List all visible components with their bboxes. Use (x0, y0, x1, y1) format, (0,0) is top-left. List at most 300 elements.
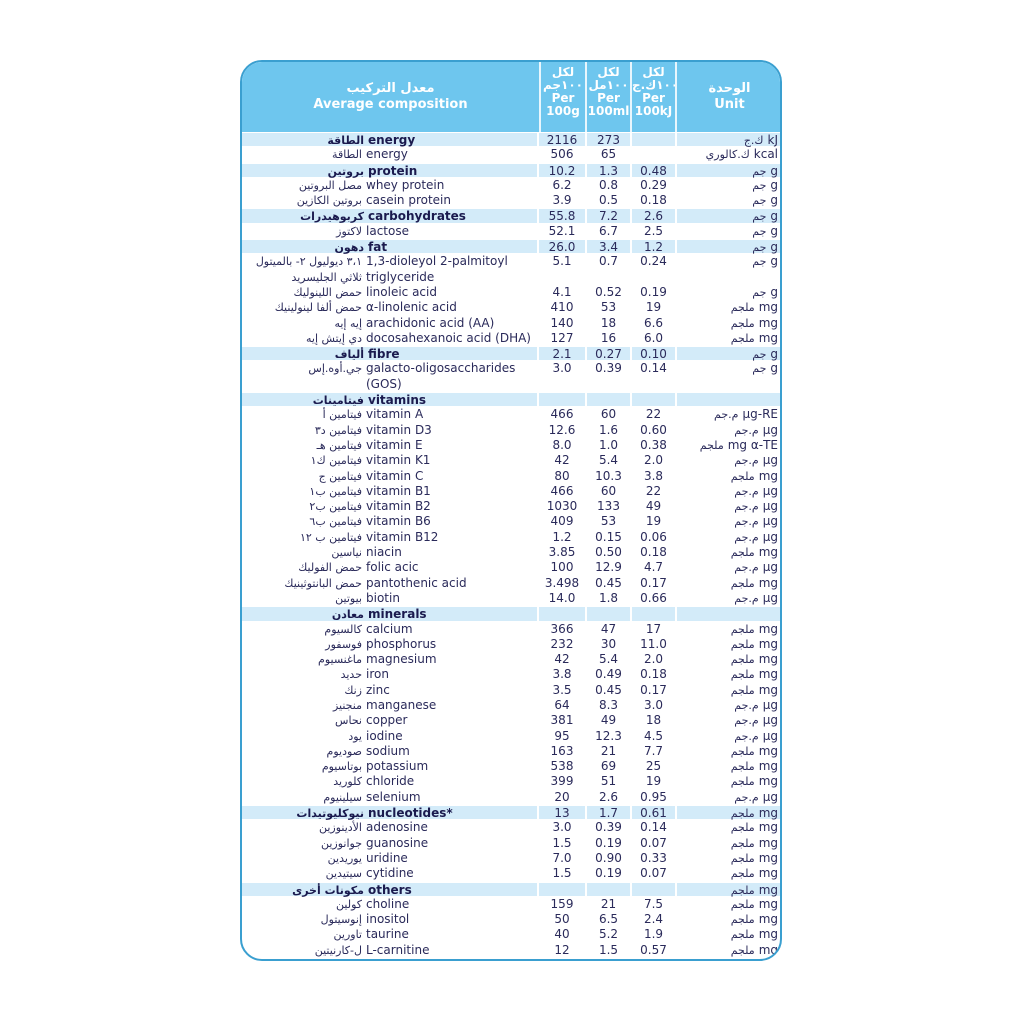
nutrient-name-en: folic acic (366, 560, 419, 575)
value-per-100ml (587, 883, 630, 896)
value-per-100ml (587, 607, 630, 620)
unit-ar: جم (752, 362, 767, 376)
unit-ar: ملجم (730, 301, 755, 315)
unit-ar: ملجم (730, 760, 755, 774)
value-per-100ml: 5.4 (598, 652, 619, 667)
unit-en: g (770, 163, 778, 178)
unit-en: μg (762, 713, 778, 728)
nutrient-name-ar: فيتامين ب٦ (309, 515, 362, 529)
table-row (242, 652, 780, 667)
unit-ar: م.جم (714, 408, 739, 422)
nutrient-name-en: vitamin C (366, 468, 424, 483)
unit-ar: م.جم (734, 484, 759, 498)
unit-ar: ملجم (730, 683, 755, 697)
value-per-100kj: 0.29 (640, 177, 667, 192)
table-row (242, 866, 780, 881)
unit-en: mg (758, 300, 778, 315)
nutrient-name-en: adenosine (366, 820, 428, 835)
nutrient-name-ar: يوريدين (327, 851, 362, 865)
value-per-100ml: 0.7 (598, 254, 619, 269)
value-per-100kj: 0.95 (640, 789, 667, 804)
value-per-100kj: 1.9 (643, 927, 664, 942)
table-row (242, 943, 780, 958)
value-per-100kj: 25 (645, 759, 662, 774)
value-per-100g: 3.498 (544, 575, 580, 590)
unit-ar: ملجم (730, 851, 755, 865)
value-per-100kj: 0.17 (640, 575, 667, 590)
nutrient-name-ar: بروتين الكازين (296, 194, 362, 208)
nutrient-name-ar: إنوسيتول (320, 913, 362, 927)
unit-en: g (770, 347, 778, 362)
value-per-100g: 366 (550, 621, 574, 636)
value-per-100ml: 0.27 (587, 347, 630, 360)
unit-ar: جم (752, 241, 767, 255)
value-per-100kj: 0.14 (640, 820, 667, 835)
value-per-100kj: 0.57 (640, 942, 667, 957)
nutrient-name-en: manganese (366, 697, 437, 712)
value-per-100g: 409 (550, 514, 574, 529)
nutrient-name-ar: حمض اللينوليك (293, 285, 362, 299)
nutrient-name-ar: يود (348, 729, 362, 743)
value-per-100ml: 273 (587, 133, 630, 146)
value-per-100ml: 49 (600, 713, 617, 728)
unit-en: mg (758, 942, 778, 957)
nutrient-name-en: energy (366, 147, 408, 162)
value-per-100kj: 0.48 (632, 164, 675, 177)
table-section-row (242, 346, 780, 361)
table-row (242, 744, 780, 759)
value-per-100ml: 5.4 (598, 453, 619, 468)
unit-cell (677, 285, 782, 300)
value-per-100kj: 7.7 (643, 743, 664, 758)
value-per-100g: 55.8 (539, 209, 585, 222)
value-per-100kj: 17 (645, 621, 662, 636)
value-per-100ml: 69 (600, 759, 617, 774)
value-per-100kj: 0.33 (640, 850, 667, 865)
unit-en: μg (762, 483, 778, 498)
unit-en: mg (758, 896, 778, 911)
unit-cell (677, 224, 782, 239)
nutrition-table (240, 60, 782, 961)
nutrient-name-en: sodium (366, 743, 410, 758)
nutrient-name-en: chloride (366, 774, 415, 789)
nutrient-name-en: biotin (366, 590, 400, 605)
unit-cell (677, 438, 782, 453)
table-row (242, 790, 780, 805)
unit-cell (677, 361, 782, 392)
unit-cell (677, 729, 782, 744)
unit-ar: ملجم (730, 622, 755, 636)
value-per-100ml: 12.3 (595, 728, 622, 743)
value-per-100g: 127 (550, 330, 574, 345)
unit-cell (677, 545, 782, 560)
table-row (242, 469, 780, 484)
table-section-row (242, 239, 780, 254)
value-per-100g: 95 (554, 728, 570, 743)
value-per-100g: 140 (550, 315, 574, 330)
unit-en: mg (758, 468, 778, 483)
unit-cell (677, 423, 782, 438)
unit-cell (677, 576, 782, 591)
nutrient-name-en: fibre (366, 347, 537, 360)
unit-ar: ملجم (730, 821, 755, 835)
unit-en: g (770, 240, 778, 255)
unit-ar: جم (752, 194, 767, 208)
table-row (242, 820, 780, 835)
value-per-100kj: 0.07 (640, 835, 667, 850)
table-row (242, 178, 780, 193)
unit-en: mg (758, 806, 778, 821)
value-per-100g: 26.0 (539, 240, 585, 253)
header-per-100ml-en: Per 100ml (587, 91, 630, 118)
value-per-100g: 7.0 (552, 850, 572, 865)
unit-ar: ملجم (730, 836, 755, 850)
unit-ar: م.جم (734, 423, 759, 437)
unit-cell (677, 836, 782, 851)
unit-en: g (770, 193, 778, 208)
unit-cell (677, 240, 782, 253)
value-per-100kj (632, 883, 675, 896)
value-per-100g: 538 (550, 759, 574, 774)
table-row (242, 713, 780, 728)
value-per-100kj: 3.0 (643, 697, 664, 712)
unit-en: μg (762, 529, 778, 544)
value-per-100kj: 6.0 (643, 330, 664, 345)
unit-ar: م.جم (734, 454, 759, 468)
value-per-100kj: 22 (645, 407, 662, 422)
unit-ar: ملجم (730, 928, 755, 942)
value-per-100kj: 11.0 (640, 636, 667, 651)
unit-cell (677, 667, 782, 682)
nutrient-name-ar: حمض ألفا لينولينيك (274, 301, 362, 315)
value-per-100ml: 0.45 (595, 575, 622, 590)
unit-cell (677, 790, 782, 805)
nutrient-name-en: guanosine (366, 835, 429, 850)
unit-ar: ملجم (730, 668, 755, 682)
table-row (242, 514, 780, 529)
nutrient-name-en: phosphorus (366, 636, 437, 651)
value-per-100ml: 7.2 (587, 209, 630, 222)
value-per-100ml: 5.2 (598, 927, 619, 942)
table-row (242, 897, 780, 912)
nutrient-name-en: minerals (366, 607, 537, 620)
value-per-100kj: 0.17 (640, 682, 667, 697)
table-row (242, 453, 780, 468)
value-per-100g: 2.1 (539, 347, 585, 360)
value-per-100kj: 4.5 (643, 728, 664, 743)
unit-en: μg-RE (742, 407, 778, 422)
nutrient-name-en: linoleic acid (366, 284, 437, 299)
table-row (242, 667, 780, 682)
unit-ar: م.جم (734, 729, 759, 743)
nutrient-name-ar: دهون (242, 240, 366, 253)
nutrient-name-en: magnesium (366, 652, 437, 667)
nutrient-name-ar: زنك (344, 683, 362, 697)
unit-ar: ك.كالوري (705, 148, 750, 162)
value-per-100kj (632, 133, 675, 146)
value-per-100g: 466 (550, 483, 574, 498)
nutrient-name-ar: جي.أوه.إس (308, 362, 362, 376)
table-section-row (242, 606, 780, 621)
value-per-100ml: 21 (600, 743, 617, 758)
header-per-100g (539, 62, 585, 132)
unit-cell (677, 713, 782, 728)
unit-cell (677, 300, 782, 315)
nutrient-name-ar: لاكتوز (336, 224, 362, 238)
value-per-100g: 3.0 (552, 361, 572, 376)
unit-cell (677, 407, 782, 422)
value-per-100g: 232 (550, 636, 574, 651)
value-per-100ml: 1.5 (598, 942, 619, 957)
value-per-100g: 3.5 (552, 682, 572, 697)
nutrient-name-en: vitamin B1 (366, 483, 431, 498)
table-row (242, 361, 780, 392)
value-per-100kj: 6.6 (643, 315, 664, 330)
value-per-100g (539, 607, 585, 620)
header-per-100ml-ar: لكل ١٠٠مل (588, 65, 629, 92)
nutrient-name-ar: نيوكليوتيدات (242, 806, 366, 819)
unit-ar: ملجم (730, 913, 755, 927)
table-row (242, 729, 780, 744)
table-row (242, 300, 780, 315)
header-per-100g-en: Per 100g (546, 91, 580, 118)
unit-cell (677, 883, 782, 896)
unit-cell (677, 759, 782, 774)
unit-cell (677, 744, 782, 759)
value-per-100ml: 60 (600, 407, 617, 422)
unit-cell (677, 560, 782, 575)
value-per-100g: 1.5 (552, 866, 572, 881)
unit-en: mg (758, 545, 778, 560)
value-per-100ml: 65 (600, 147, 617, 162)
nutrient-name-en: α-linolenic acid (366, 300, 457, 315)
nutrient-name-en: niacin (366, 545, 402, 560)
unit-ar: ملجم (730, 331, 755, 345)
nutrient-name-ar: حمض الفوليك (298, 561, 362, 575)
unit-en: μg (762, 697, 778, 712)
value-per-100ml: 1.3 (587, 164, 630, 177)
unit-ar: ملجم (730, 943, 755, 957)
unit-en: mg (758, 667, 778, 682)
value-per-100g: 1.5 (552, 835, 572, 850)
table-row (242, 759, 780, 774)
value-per-100kj: 4.7 (643, 560, 664, 575)
table-row (242, 836, 780, 851)
unit-ar: م.جم (734, 698, 759, 712)
value-per-100kj: 0.14 (640, 361, 667, 376)
table-row (242, 484, 780, 499)
value-per-100kj: 49 (645, 499, 662, 514)
table-row (242, 530, 780, 545)
unit-cell (677, 193, 782, 208)
nutrient-name-ar: فوسفور (325, 637, 362, 651)
header-per-100g-ar: لكل ١٠٠جم (542, 65, 584, 92)
value-per-100ml: 6.5 (598, 912, 619, 927)
unit-ar: جم (752, 255, 767, 269)
nutrient-name-ar: فيتامين د٣ (314, 423, 362, 437)
unit-ar: م.جم (734, 561, 759, 575)
value-per-100kj: 0.06 (640, 529, 667, 544)
unit-ar: ملجم (730, 883, 755, 897)
unit-ar: م.جم (734, 714, 759, 728)
unit-cell (677, 851, 782, 866)
table-row (242, 591, 780, 606)
nutrient-name-ar: إيه إيه (334, 316, 362, 330)
value-per-100ml: 12.9 (595, 560, 622, 575)
value-per-100g: 12.6 (548, 422, 576, 437)
value-per-100ml: 16 (600, 330, 617, 345)
unit-ar: ملجم (730, 744, 755, 758)
value-per-100g: 12 (554, 942, 570, 957)
header-composition-ar: معدل التركيب (346, 81, 435, 96)
value-per-100kj: 0.66 (640, 590, 667, 605)
unit-cell (677, 514, 782, 529)
nutrient-name-en: others (366, 883, 537, 896)
unit-cell (677, 393, 782, 406)
value-per-100g: 80 (554, 468, 570, 483)
value-per-100kj: 2.5 (643, 223, 664, 238)
nutrient-name-en: potassium (366, 759, 429, 774)
nutrient-name-en: iron (366, 667, 389, 682)
value-per-100g: 3.0 (552, 820, 572, 835)
nutrient-name-ar: جوانوزين (320, 836, 362, 850)
unit-cell (677, 347, 782, 360)
value-per-100ml: 0.90 (595, 850, 622, 865)
unit-en: mg (758, 636, 778, 651)
unit-cell (677, 637, 782, 652)
value-per-100g: 20 (554, 789, 570, 804)
unit-cell (677, 622, 782, 637)
table-row (242, 254, 780, 285)
value-per-100ml: 1.6 (598, 422, 619, 437)
unit-ar: جم (752, 164, 767, 178)
nutrient-name-en: iodine (366, 728, 403, 743)
value-per-100ml: 0.15 (595, 529, 622, 544)
unit-en: μg (762, 590, 778, 605)
nutrient-name-en: vitamin K1 (366, 453, 431, 468)
table-row (242, 622, 780, 637)
unit-cell (677, 209, 782, 222)
value-per-100ml: 47 (600, 621, 617, 636)
nutrient-name-ar: كربوهيدرات (242, 209, 366, 222)
nutrient-name-ar: فيتامين ب١ (309, 484, 362, 498)
nutrient-name-ar: الطاقة (242, 133, 366, 146)
value-per-100ml: 18 (600, 315, 617, 330)
value-per-100g: 3.8 (552, 667, 572, 682)
value-per-100g: 399 (550, 774, 574, 789)
unit-ar: م.جم (734, 500, 759, 514)
unit-en: mg (758, 912, 778, 927)
unit-en: mg (758, 835, 778, 850)
nutrient-name-ar: ل-كارنيتين (314, 943, 362, 957)
value-per-100kj (632, 147, 675, 162)
unit-ar: ملجم (699, 438, 724, 452)
nutrient-name-ar: الأدينوزين (318, 821, 362, 835)
unit-en: mg (758, 759, 778, 774)
unit-cell (677, 698, 782, 713)
nutrient-name-ar: تاورين (333, 928, 362, 942)
nutrient-name-ar: بروتين (242, 164, 366, 177)
table-header (242, 62, 780, 132)
unit-en: mg (758, 882, 778, 897)
nutrient-name-en: vitamin B12 (366, 529, 439, 544)
table-row (242, 499, 780, 514)
value-per-100kj: 0.19 (640, 284, 667, 299)
value-per-100ml: 1.0 (598, 437, 619, 452)
header-composition (242, 62, 539, 132)
value-per-100kj: 0.60 (640, 422, 667, 437)
nutrient-name-en: uridine (366, 850, 408, 865)
value-per-100ml: 133 (597, 499, 620, 514)
value-per-100kj: 0.24 (640, 254, 667, 269)
nutrient-name-ar: الطاقة (332, 148, 362, 162)
table-row (242, 407, 780, 422)
table-section-row (242, 208, 780, 223)
value-per-100g: 466 (550, 407, 574, 422)
value-per-100ml: 3.4 (587, 240, 630, 253)
unit-cell (677, 806, 782, 819)
value-per-100ml: 2.6 (598, 789, 619, 804)
unit-ar: ك.ج (743, 134, 764, 147)
value-per-100ml: 0.5 (598, 193, 619, 208)
table-row (242, 224, 780, 239)
header-per-100kj (630, 62, 679, 132)
nutrient-name-ar: فيتامين أ (322, 408, 362, 422)
unit-en: mg (758, 850, 778, 865)
unit-ar: ملجم (730, 775, 755, 789)
header-composition-en: Average composition (313, 97, 468, 112)
nutrient-name-ar: فيتامين ج (318, 469, 362, 483)
unit-ar: ملجم (730, 546, 755, 560)
value-per-100ml: 0.52 (595, 284, 622, 299)
value-per-100kj: 0.18 (640, 193, 667, 208)
unit-cell (677, 652, 782, 667)
value-per-100kj: 19 (645, 774, 662, 789)
unit-en: mg (758, 315, 778, 330)
unit-en: μg (762, 453, 778, 468)
value-per-100kj: 0.10 (632, 347, 675, 360)
nutrient-name-ar: نحاس (335, 714, 362, 728)
value-per-100kj: 0.61 (632, 806, 675, 819)
nutrient-name-ar: معادن (242, 607, 366, 620)
table-row (242, 438, 780, 453)
table-section-row (242, 805, 780, 820)
unit-cell (677, 164, 782, 177)
value-per-100kj (632, 607, 675, 620)
unit-en: μg (762, 560, 778, 575)
unit-ar: ملجم (730, 469, 755, 483)
nutrient-name-ar: كولين (336, 897, 362, 911)
unit-en: mg α-TE (727, 437, 778, 452)
value-per-100g: 8.0 (552, 437, 572, 452)
unit-ar: ملجم (730, 576, 755, 590)
unit-cell (677, 897, 782, 912)
unit-ar: م.جم (734, 591, 759, 605)
nutrient-name-en: 1,3-dioleyol 2-palmitoyl triglyceride (366, 254, 508, 284)
value-per-100g: 159 (550, 896, 574, 911)
nutrient-name-ar: فيتامين هـ (316, 438, 362, 452)
nutrient-name-en: arachidonic acid (AA) (366, 315, 495, 330)
value-per-100g: 3.85 (548, 545, 576, 560)
unit-en: μg (762, 422, 778, 437)
nutrient-name-en: pantothenic acid (366, 575, 467, 590)
value-per-100g: 506 (550, 147, 574, 162)
nutrient-name-ar: مصل البروتين (298, 178, 362, 192)
value-per-100g: 5.1 (552, 254, 572, 269)
unit-en: mg (758, 330, 778, 345)
unit-cell (677, 912, 782, 927)
unit-cell (677, 943, 782, 958)
